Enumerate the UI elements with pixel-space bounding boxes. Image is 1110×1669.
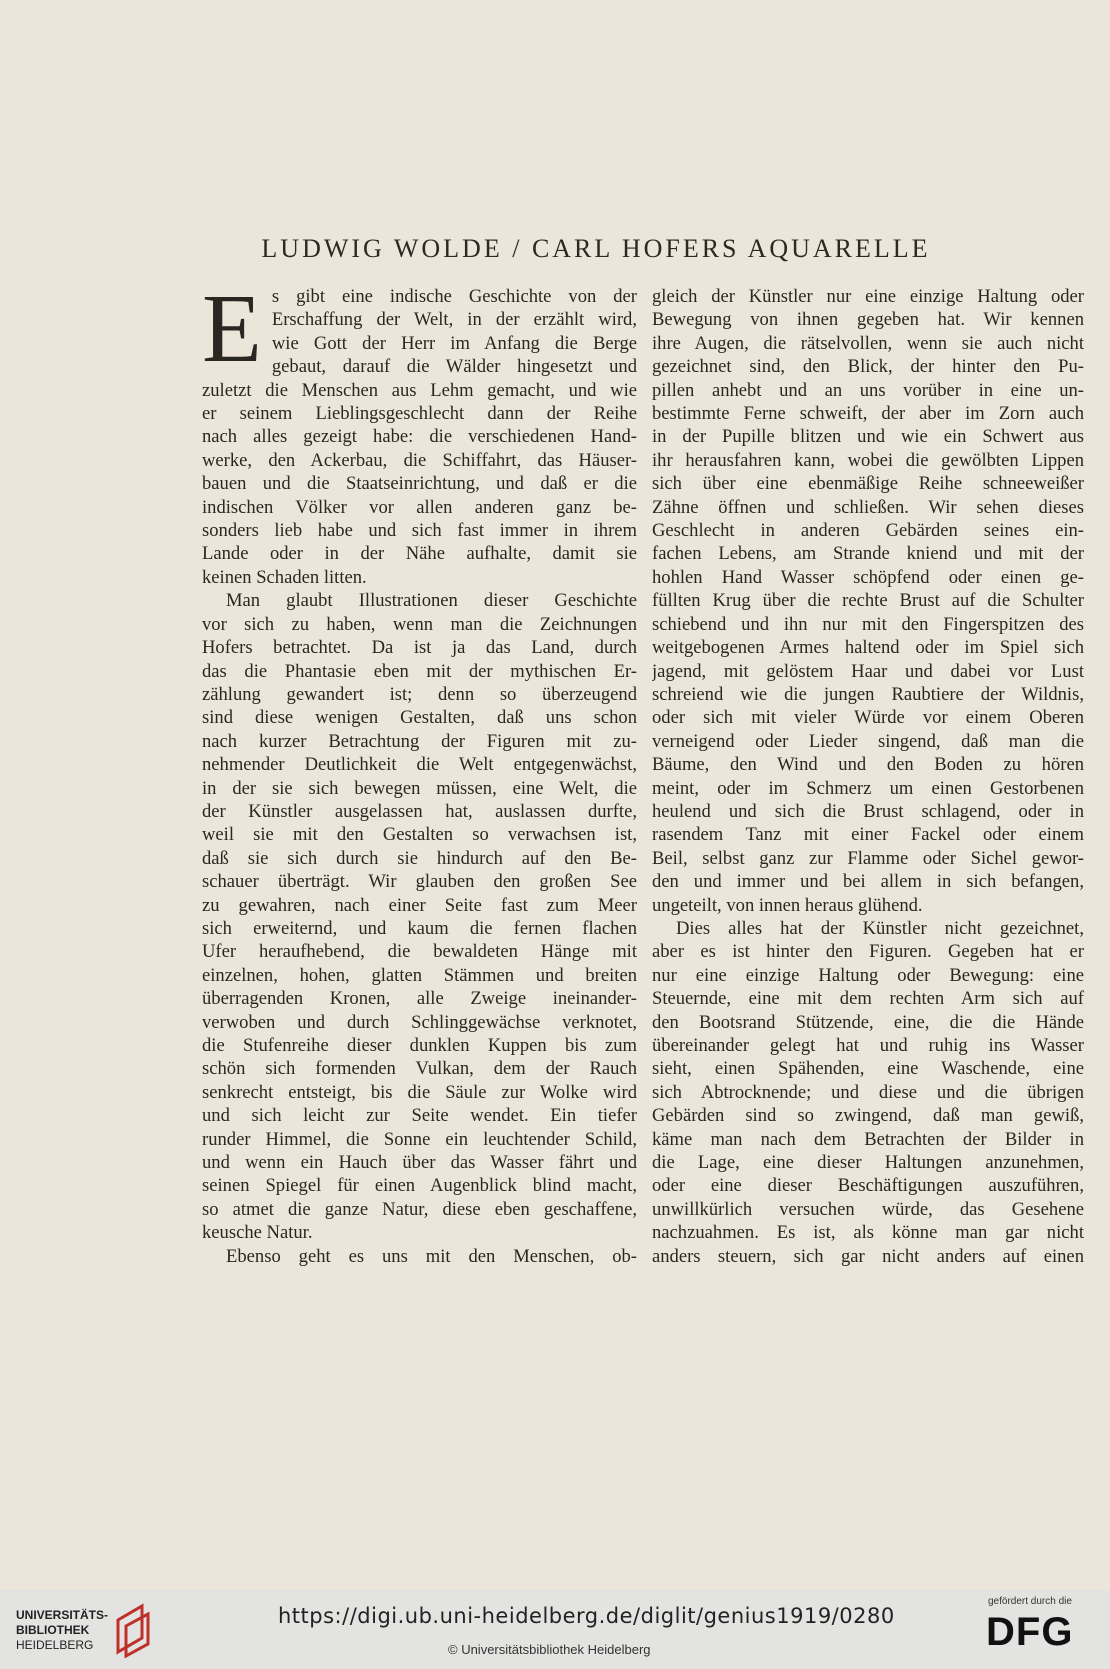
text-line: pillen anhebt und an uns vorüber in eine un-: [652, 379, 1084, 401]
text-line: sich Abtrocknende; und diese und die übrigen: [652, 1081, 1084, 1103]
text-line: den Bootsrand Stützende, eine, die die Hände: [652, 1011, 1084, 1033]
text-line: zuletzt die Menschen aus Lehm gemacht, und wie: [202, 379, 637, 401]
text-line: bauen und die Staatseinrichtung, und daß er die: [202, 473, 637, 495]
text-line: überragenden Kronen, alle Zweige ineinander-: [202, 988, 637, 1010]
text-line: und sich leicht zur Seite wendet. Ein tiefer: [202, 1105, 637, 1127]
text-line: weil sie mit den Gestalten so verwachsen ist,: [202, 824, 637, 846]
text-line: fachen Lebens, am Strande kniend und mit der: [652, 543, 1084, 565]
text-line: keusche Natur.: [202, 1222, 313, 1244]
text-line: so atmet die ganze Natur, diese eben geschaffene,: [202, 1198, 637, 1220]
text-line: sonders lieb habe und sich fast immer in ihrem: [202, 520, 637, 542]
text-line: verwoben und durch Schlinggewächse verknotet,: [202, 1011, 637, 1033]
text-line: ihre Augen, die rätselvollen, wenn sie auch nicht: [652, 332, 1084, 354]
text-line: s gibt eine indische Geschichte von der: [271, 286, 637, 307]
text-line: die Stufenreihe dieser dunklen Kuppen bis zum: [202, 1035, 637, 1056]
text-line: bestimmte Ferne schweift, der aber im Zorn auch: [652, 403, 1084, 425]
text-line: anders steuern, sich gar nicht anders auf einen: [652, 1245, 1084, 1267]
page-url-link[interactable]: https://digi.ub.uni-heidelberg.de/diglit/genius1919/0280: [278, 1604, 895, 1628]
text-line: Dies alles hat der Künstler nicht gezeichnet,: [676, 917, 1084, 939]
text-line: Bewegung von ihnen gegeben hat. Wir kennen: [652, 309, 1084, 331]
text-line: Hofers betrachtet. Da ist ja das Land, durch: [202, 637, 637, 659]
text-line: weitgebogenen Armes haltend oder im Spiel sich: [652, 637, 1084, 659]
text-line: sich über eine ebenmäßige Reihe schneeweißer: [652, 473, 1084, 495]
text-line: Beil, selbst ganz zur Flamme oder Sichel gewor-: [652, 847, 1084, 869]
text-line: schauer überträgt. Wir glauben den großen See: [202, 871, 637, 893]
text-line: nachzuahmen. Es ist, als könne man gar nicht: [652, 1222, 1084, 1244]
text-line: oder sich mit vieler Würde vor einem Oberen: [652, 707, 1084, 729]
library-line-1: UNIVERSITÄTS-: [16, 1608, 109, 1622]
text-line: das die Phantasie eben mit der mythischen Er-: [202, 660, 637, 682]
text-line: den und immer und bei allem in sich befangen,: [652, 871, 1084, 893]
drop-lines: [202, 275, 637, 383]
text-line: gebaut, darauf die Wälder hingesetzt und: [271, 356, 637, 378]
text-line: indischen Völker vor allen anderen ganz be-: [202, 496, 637, 518]
text-line: runder Himmel, die Sonne ein leuchtender Schild,: [202, 1128, 637, 1150]
left-text-lines: [202, 379, 637, 1268]
text-line: aber es ist hinter den Figuren. Gegeben hat er: [652, 941, 1084, 963]
footer-bar: [0, 1590, 1110, 1669]
text-line: übereinander gelegt hat und ruhig ins Wasser: [652, 1035, 1084, 1056]
text-line: Gebärden sind so zwingend, daß man gewiß,: [652, 1105, 1084, 1127]
text-line: verneigend oder Lieder singend, daß man die: [652, 730, 1084, 752]
text-line: zu gewahren, nach einer Seite fast zum Meer: [202, 894, 637, 916]
text-line: schiebend und ihn nur mit den Fingerspitzen des: [652, 613, 1084, 635]
library-logo-icon: [112, 1602, 154, 1660]
right-column: [652, 285, 1084, 1268]
text-line: hohlen Hand Wasser schöpfend oder einen ge-: [652, 566, 1084, 588]
text-line: nach kurzer Betrachtung der Figuren mit zu-: [202, 730, 637, 752]
text-line: ihr herausfahren kann, wobei die gewölbten Lippen: [652, 449, 1084, 471]
text-line: die Lage, eine dieser Haltungen anzunehmen,: [652, 1152, 1084, 1174]
text-line: rasendem Tanz mit einer Fackel oder einem: [652, 824, 1084, 846]
right-text-lines: [652, 285, 1084, 1268]
dfg-logo: DFG: [986, 1610, 1074, 1654]
left-column: [202, 275, 637, 1268]
opening-paragraph: [202, 275, 637, 383]
text-line: sind diese wenigen Gestalten, daß uns schon: [202, 707, 637, 729]
text-line: daß sie sich durch sie hindurch auf den Be-: [202, 847, 637, 869]
text-line: meint, oder im Schmerz um einen Gestorbenen: [652, 777, 1084, 799]
text-line: Bäume, den Wind und den Boden zu hören: [652, 754, 1084, 776]
text-line: seinen Spiegel für einen Augenblick blind macht,: [202, 1175, 637, 1197]
text-line: jagend, mit gelöstem Haar und dabei vor Lust: [652, 660, 1084, 682]
text-line: schön sich formenden Vulkan, dem der Rauch: [202, 1058, 637, 1080]
text-line: werke, den Ackerbau, die Schiffahrt, das Häuser-: [202, 449, 637, 471]
library-name: [16, 1608, 108, 1653]
text-line: Ufer heraufhebend, die bewaldeten Hänge mit: [202, 941, 637, 963]
funded-by-label: gefördert durch die: [988, 1596, 1072, 1607]
text-line: sieht, einen Spähenden, eine Waschende, eine: [652, 1058, 1084, 1080]
text-line: in der Pupille blitzen und wie ein Schwert aus: [652, 426, 1084, 448]
text-line: Man glaubt Illustrationen dieser Geschichte: [226, 590, 637, 612]
text-line: Geschlecht in anderen Gebärden seines ein-: [652, 520, 1084, 542]
text-line: heulend und sich die Brust schlagend, oder in: [652, 800, 1084, 822]
text-line: der Künstler ausgelassen hat, auslassen durfte,: [202, 800, 637, 822]
text-line: käme man nach dem Betrachten der Bilder in: [652, 1128, 1084, 1150]
text-line: vor sich zu haben, wenn man die Zeichnungen: [202, 613, 637, 635]
library-line-3: HEIDELBERG: [16, 1638, 94, 1652]
text-line: nehmender Deutlichkeit die Welt entgegenwächst,: [202, 754, 637, 776]
text-line: und wenn ein Hauch über das Wasser fährt und: [202, 1152, 637, 1174]
text-line: in der sie sich bewegen müssen, eine Welt, die: [202, 777, 637, 799]
text-line: gleich der Künstler nur eine einzige Haltung oder: [652, 286, 1084, 307]
text-line: zählung gewandert ist; denn so überzeugend: [202, 683, 637, 705]
text-line: nur eine einzige Haltung oder Bewegung: eine: [652, 964, 1084, 986]
text-line: Zähne öffnen und schließen. Wir sehen dieses: [652, 496, 1084, 518]
text-line: schreiend wie die jungen Raubtiere der Wildnis,: [652, 683, 1084, 705]
text-line: er seinem Lieblingsgeschlecht dann der Reihe: [202, 403, 637, 425]
copyright-notice: © Universitätsbibliothek Heidelberg: [448, 1642, 651, 1657]
article-title: LUDWIG WOLDE / CARL HOFERS AQUARELLE: [261, 234, 931, 263]
text-line: gezeichnet sind, den Blick, der hinter den Pu-: [652, 356, 1084, 378]
text-line: sich erweiternd, und kaum die fernen flachen: [202, 917, 637, 939]
text-line: Erschaffung der Welt, in der erzählt wird,: [271, 309, 637, 331]
drop-cap: E: [202, 275, 262, 383]
text-line: Lande oder in der Nähe aufhalte, damit sie: [202, 543, 637, 565]
text-line: Ebenso geht es uns mit den Menschen, ob-: [226, 1245, 637, 1267]
text-line: senkrecht entsteigt, bis die Säule zur Wolke wird: [202, 1081, 637, 1103]
text-line: ungeteilt, von innen heraus glühend.: [652, 894, 923, 916]
text-line: nach alles gezeigt habe: die verschiedenen Hand-: [202, 426, 637, 448]
text-line: oder eine dieser Beschäftigungen auszuführen,: [652, 1175, 1084, 1197]
text-line: keinen Schaden litten.: [202, 566, 367, 588]
text-line: wie Gott der Herr im Anfang die Berge: [271, 332, 637, 354]
text-line: unwillkürlich versuchen würde, das Gesehene: [652, 1198, 1084, 1220]
text-line: einzelnen, hohen, glatten Stämmen und breiten: [202, 964, 637, 986]
text-line: füllten Krug über die rechte Brust auf die Schulter: [652, 590, 1084, 612]
text-line: Steuernde, eine mit dem rechten Arm sich auf: [652, 988, 1084, 1010]
library-line-2: BIBLIOTHEK: [16, 1623, 90, 1637]
